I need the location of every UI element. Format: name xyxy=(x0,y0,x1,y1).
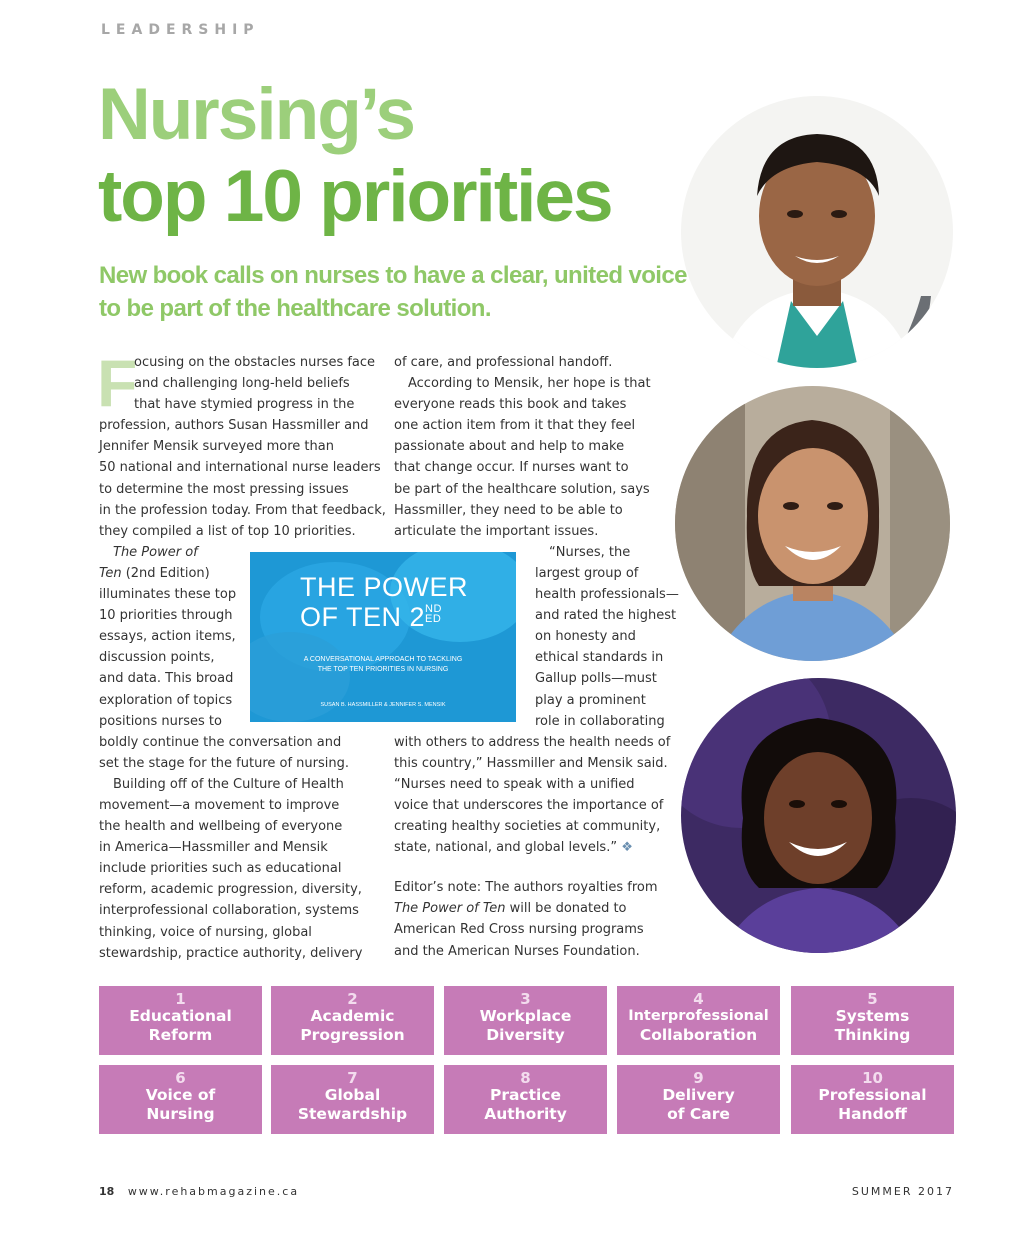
body-line: in the profession today. From that feedback, xyxy=(99,502,386,518)
priority-number: 10 xyxy=(862,1069,883,1087)
priority-number: 8 xyxy=(520,1069,531,1087)
body-line: largest group of xyxy=(535,565,639,581)
priorities-grid xyxy=(99,986,954,1134)
article-title xyxy=(98,74,698,238)
footer-left xyxy=(99,1185,299,1198)
body-line: that have stymied progress in the xyxy=(134,397,355,413)
book-tagline-line-1: A CONVERSATIONAL APPROACH TO TACKLING xyxy=(303,656,463,663)
priority-number: 9 xyxy=(693,1069,704,1087)
photo-male-nurse xyxy=(681,96,953,368)
body-line: one action item from it that they feel xyxy=(394,418,636,434)
body-line: exploration of topics xyxy=(99,692,233,708)
body-line: reform, academic progression, diversity, xyxy=(99,882,362,898)
body-line: “Nurses need to speak with a unified xyxy=(394,776,635,792)
book-authors: SUSAN B. HASSMILLER & JENNIFER S. MENSIK xyxy=(320,702,446,708)
priority-label: Workplace xyxy=(479,1007,572,1025)
body-line: the health and wellbeing of everyone xyxy=(99,819,343,835)
body-line: ocusing on the obstacles nurses face xyxy=(134,355,376,370)
body-line: voice that underscores the importance of xyxy=(394,797,664,813)
article-subtitle: New book calls on nurses to have a clear, united voice to be part of the healthcare solution. xyxy=(99,262,687,322)
body-line: Hassmiller, they need to be able to xyxy=(394,502,623,518)
body-line: on honesty and xyxy=(535,629,636,645)
body-line: passionate about and help to make xyxy=(394,439,625,455)
book-title xyxy=(300,572,468,632)
priority-label: Delivery xyxy=(662,1086,735,1104)
editors-note-line: Editor’s note: The authors royalties from xyxy=(394,880,658,896)
body-line: “Nurses, the xyxy=(549,544,631,560)
body-line: discussion points, xyxy=(99,650,215,666)
priority-tile xyxy=(99,1065,262,1134)
page-number: 18 xyxy=(99,1185,115,1198)
title-line-2: top 10 priorities xyxy=(98,156,612,237)
body-line: set the stage for the future of nursing. xyxy=(99,755,349,771)
body-line: creating healthy societies at community, xyxy=(394,819,661,835)
body-line: to determine the most pressing issues xyxy=(99,481,349,497)
priority-number: 5 xyxy=(867,990,878,1008)
priority-tile xyxy=(99,986,262,1055)
editors-note-line: and the American Nurses Foundation. xyxy=(394,943,640,959)
drop-cap: F xyxy=(97,346,138,420)
body-line: they compiled a list of top 10 priorities. xyxy=(99,523,356,539)
body-line: articulate the important issues. xyxy=(394,523,599,539)
body-line: Building off of the Culture of Health xyxy=(113,776,344,792)
priority-tile xyxy=(444,1065,607,1134)
body-line: and data. This broad xyxy=(99,671,234,687)
priority-label: Systems xyxy=(835,1007,910,1025)
editors-note-line: The Power of Ten will be donated to xyxy=(394,901,627,917)
book-cover-image xyxy=(250,552,516,722)
priority-tile xyxy=(271,986,434,1055)
book-tagline-line-2: THE TOP TEN PRIORITIES IN NURSING xyxy=(317,666,449,673)
body-line: be part of the healthcare solution, says xyxy=(394,481,650,497)
priority-number: 1 xyxy=(175,990,186,1008)
section-label: LEADERSHIP xyxy=(101,22,260,38)
priority-label: Professional xyxy=(818,1086,927,1104)
body-line: with others to address the health needs of xyxy=(394,734,671,750)
priority-tile xyxy=(791,986,954,1055)
body-line: include priorities such as educational xyxy=(99,861,342,877)
body-line: of care, and professional handoff. xyxy=(394,355,613,370)
body-line: in America—Hassmiller and Mensik xyxy=(99,840,328,856)
body-line: Ten (2nd Edition) xyxy=(99,565,210,581)
body-line: interprofessional collaboration, systems xyxy=(99,903,359,919)
priority-tile xyxy=(617,986,780,1055)
priority-label: Educational xyxy=(129,1007,232,1025)
priority-label: Diversity xyxy=(486,1026,565,1044)
body-line: According to Mensik, her hope is that xyxy=(408,376,651,392)
priority-number: 3 xyxy=(520,990,531,1008)
body-line-text: state, national, and global levels.” xyxy=(394,840,618,856)
body-line: health professionals— xyxy=(535,587,679,603)
body-line: 10 priorities through xyxy=(99,608,233,624)
body-line: this country,” Hassmiller and Mensik said. xyxy=(394,755,668,771)
priority-tile xyxy=(444,986,607,1055)
editors-note-line: American Red Cross nursing programs xyxy=(394,922,644,938)
footer-url-link[interactable]: www.rehabmagazine.ca xyxy=(127,1185,300,1198)
photo-smiling-woman xyxy=(681,678,956,953)
priority-label: Voice of xyxy=(145,1086,216,1104)
priority-tile xyxy=(617,1065,780,1134)
body-line: positions nurses to xyxy=(99,713,222,729)
book-title-line-1: THE POWER xyxy=(300,572,469,602)
body-line: Gallup polls—must xyxy=(535,671,657,687)
priority-label: Nursing xyxy=(146,1105,215,1123)
body-line: stewardship, practice authority, delivery xyxy=(99,945,363,961)
priority-label: Collaboration xyxy=(639,1026,758,1044)
priority-tile xyxy=(791,1065,954,1134)
body-line: play a prominent xyxy=(535,692,646,708)
body-line: role in collaborating xyxy=(535,713,665,729)
priority-label: Stewardship xyxy=(297,1105,408,1123)
priority-label: Interprofessional xyxy=(628,1008,769,1024)
body-line: and challenging long-held beliefs xyxy=(134,376,350,392)
body-line: that change occur. If nurses want to xyxy=(394,460,629,476)
body-line: essays, action items, xyxy=(99,629,236,645)
book-title-line-2: OF TEN 2 xyxy=(300,602,426,632)
priority-label: Reform xyxy=(148,1026,213,1044)
body-line: illuminates these top xyxy=(99,587,237,603)
body-line: boldly continue the conversation and xyxy=(99,734,342,750)
priority-label: Global xyxy=(324,1086,381,1104)
body-line: profession, authors Susan Hassmiller and xyxy=(99,418,369,434)
body-line: thinking, voice of nursing, global xyxy=(99,924,312,940)
priority-label: Academic xyxy=(310,1007,395,1025)
priority-number: 2 xyxy=(347,990,358,1008)
body-line: movement—a movement to improve xyxy=(99,797,340,813)
title-line-1: Nursing’s xyxy=(98,74,414,155)
body-line: Jennifer Mensik surveyed more than xyxy=(99,439,334,455)
end-mark-icon: ❖ xyxy=(621,840,633,856)
body-line: The Power of xyxy=(113,544,198,560)
body-line: and rated the highest xyxy=(535,608,677,624)
body-line: everyone reads this book and takes xyxy=(394,397,627,413)
body-line xyxy=(394,837,666,858)
priority-label: Practice xyxy=(489,1086,562,1104)
book-tagline xyxy=(280,655,486,675)
priority-label: Authority xyxy=(484,1105,567,1123)
edition-sup-1: ND xyxy=(425,603,442,615)
priority-tile xyxy=(271,1065,434,1134)
priority-number: 4 xyxy=(693,990,704,1008)
priority-label: Thinking xyxy=(834,1026,911,1044)
priority-label: of Care xyxy=(667,1105,730,1123)
body-line: 50 national and international nurse leaders xyxy=(99,460,381,476)
priority-label: Progression xyxy=(300,1026,405,1044)
book-edition-mark xyxy=(425,604,442,624)
photo-female-nurse xyxy=(675,386,950,661)
priority-number: 7 xyxy=(347,1069,358,1087)
priority-label: Handoff xyxy=(838,1105,907,1123)
edition-sup-2: ED xyxy=(425,613,442,625)
body-line: ethical standards in xyxy=(535,650,664,666)
issue-label: SUMMER 2017 xyxy=(851,1185,954,1198)
priority-number: 6 xyxy=(175,1069,186,1087)
